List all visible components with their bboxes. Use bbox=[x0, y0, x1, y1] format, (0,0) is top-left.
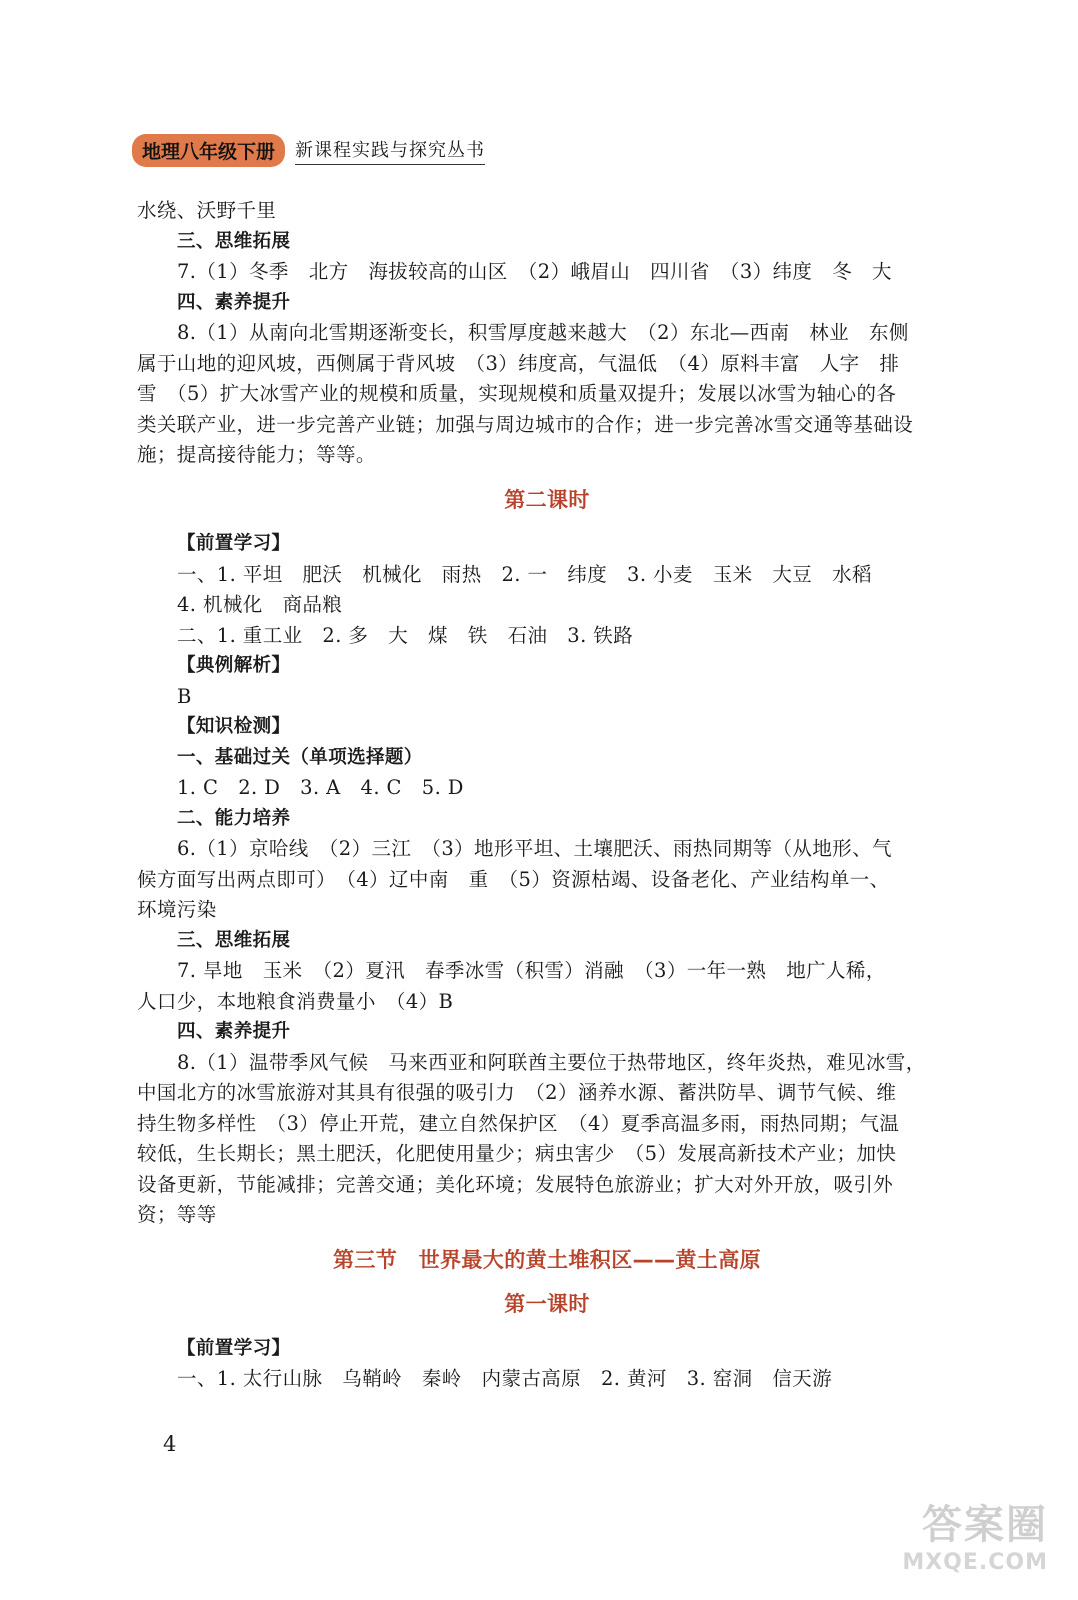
bracket-heading: 【知识检测】 bbox=[177, 716, 291, 737]
answer-line: 一、1. 太行山脉 乌鞘岭 秦岭 内蒙古高原 2. 黄河 3. 窑洞 信天游 bbox=[177, 1367, 833, 1390]
answer-line: 施；提高接待能力；等等。 bbox=[137, 443, 376, 466]
answer-line: 1. C 2. D 3. A 4. C 5. D bbox=[177, 776, 464, 799]
answer-line: 7.（1）冬季 北方 海拔较高的山区 （2）峨眉山 四川省 （3）纬度 冬 大 bbox=[177, 260, 892, 283]
answer-line: 4. 机械化 商品粮 bbox=[177, 593, 343, 616]
bracket-heading: 【前置学习】 bbox=[177, 533, 291, 554]
section-heading: 一、基础过关（单项选择题） bbox=[177, 746, 423, 768]
section-heading: 四、素养提升 bbox=[177, 1021, 291, 1042]
page-number: 4 bbox=[163, 1432, 177, 1456]
section-title: 第三节 世界最大的黄土堆积区——黄土高原 bbox=[333, 1247, 761, 1272]
bracket-heading: 【前置学习】 bbox=[177, 1337, 291, 1359]
book-header bbox=[132, 133, 485, 167]
answer-line: 8.（1）从南向北雪期逐渐变长，积雪厚度越来越大 （2）东北—西南 林业 东侧 bbox=[177, 321, 909, 344]
answer-line: 持生物多样性 （3）停止开荒，建立自然保护区 （4）夏季高温多雨，雨热同期；气温 bbox=[137, 1111, 900, 1135]
answer-line: 候方面写出两点即可） （4）辽中南 重 （5）资源枯竭、设备老化、产业结构单一、 bbox=[137, 867, 890, 891]
section-heading: 二、能力培养 bbox=[177, 807, 291, 829]
watermark-url: MXQE.COM bbox=[902, 1550, 1048, 1575]
watermark bbox=[902, 1493, 1048, 1575]
answer-line: 8.（1）温带季风气候 马来西亚和阿联酋主要位于热带地区，终年炎热，难见冰雪， bbox=[177, 1050, 926, 1074]
answer-line: B bbox=[177, 684, 192, 708]
answer-line: 类关联产业，进一步完善产业链；加强与周边城市的合作；进一步完善冰雪交通等基础设 bbox=[137, 412, 914, 436]
answer-line: 一、1. 平坦 肥沃 机械化 雨热 2. 一 纬度 3. 小麦 玉米 大豆 水稻 bbox=[177, 562, 872, 586]
section-heading: 三、思维拓展 bbox=[177, 230, 291, 252]
answer-content bbox=[137, 196, 957, 1395]
answer-line: 人口少，本地粮食消费量小 （4）B bbox=[137, 989, 454, 1013]
answer-line: 6.（1）京哈线 （2）三江 （3）地形平坦、土壤肥沃、雨热同期等（从地形、气 bbox=[177, 837, 892, 860]
answer-line: 7. 旱地 玉米 （2）夏汛 春季冰雪（积雪）消融 （3）一年一熟 地广人稀， bbox=[177, 959, 886, 982]
answer-line: 雪 （5）扩大冰雪产业的规模和质量，实现规模和质量双提升；发展以冰雪为轴心的各 bbox=[137, 382, 897, 405]
answer-line: 较低，生长期长；黑土肥沃，化肥使用量少；病虫害少 （5）发展高新技术产业；加快 bbox=[137, 1142, 897, 1165]
section-heading: 三、思维拓展 bbox=[177, 929, 291, 951]
text-line: 水绕、沃野千里 bbox=[137, 199, 277, 222]
answer-line: 环境污染 bbox=[137, 898, 217, 921]
section-heading: 四、素养提升 bbox=[177, 291, 291, 313]
subject-tag: 地理八年级下册 bbox=[132, 134, 285, 167]
lesson-title: 第一课时 bbox=[504, 1292, 590, 1316]
answer-line: 二、1. 重工业 2. 多 大 煤 铁 石油 3. 铁路 bbox=[177, 623, 634, 647]
series-title: 新课程实践与探究丛书 bbox=[295, 136, 485, 165]
bracket-heading: 【典例解析】 bbox=[177, 655, 291, 676]
answer-line: 属于山地的迎风坡，西侧属于背风坡 （3）纬度高，气温低 （4）原料丰富 人字 排 bbox=[137, 351, 900, 375]
answer-line: 设备更新，节能减排；完善交通；美化环境；发展特色旅游业；扩大对外开放，吸引外 bbox=[137, 1172, 894, 1196]
answer-line: 资；等等 bbox=[137, 1203, 217, 1226]
answer-line: 中国北方的冰雪旅游对其具有很强的吸引力 （2）涵养水源、蓄洪防旱、调节气候、维 bbox=[137, 1081, 897, 1104]
lesson-title: 第二课时 bbox=[504, 487, 590, 512]
watermark-text: 答案圈 bbox=[922, 1502, 1048, 1548]
